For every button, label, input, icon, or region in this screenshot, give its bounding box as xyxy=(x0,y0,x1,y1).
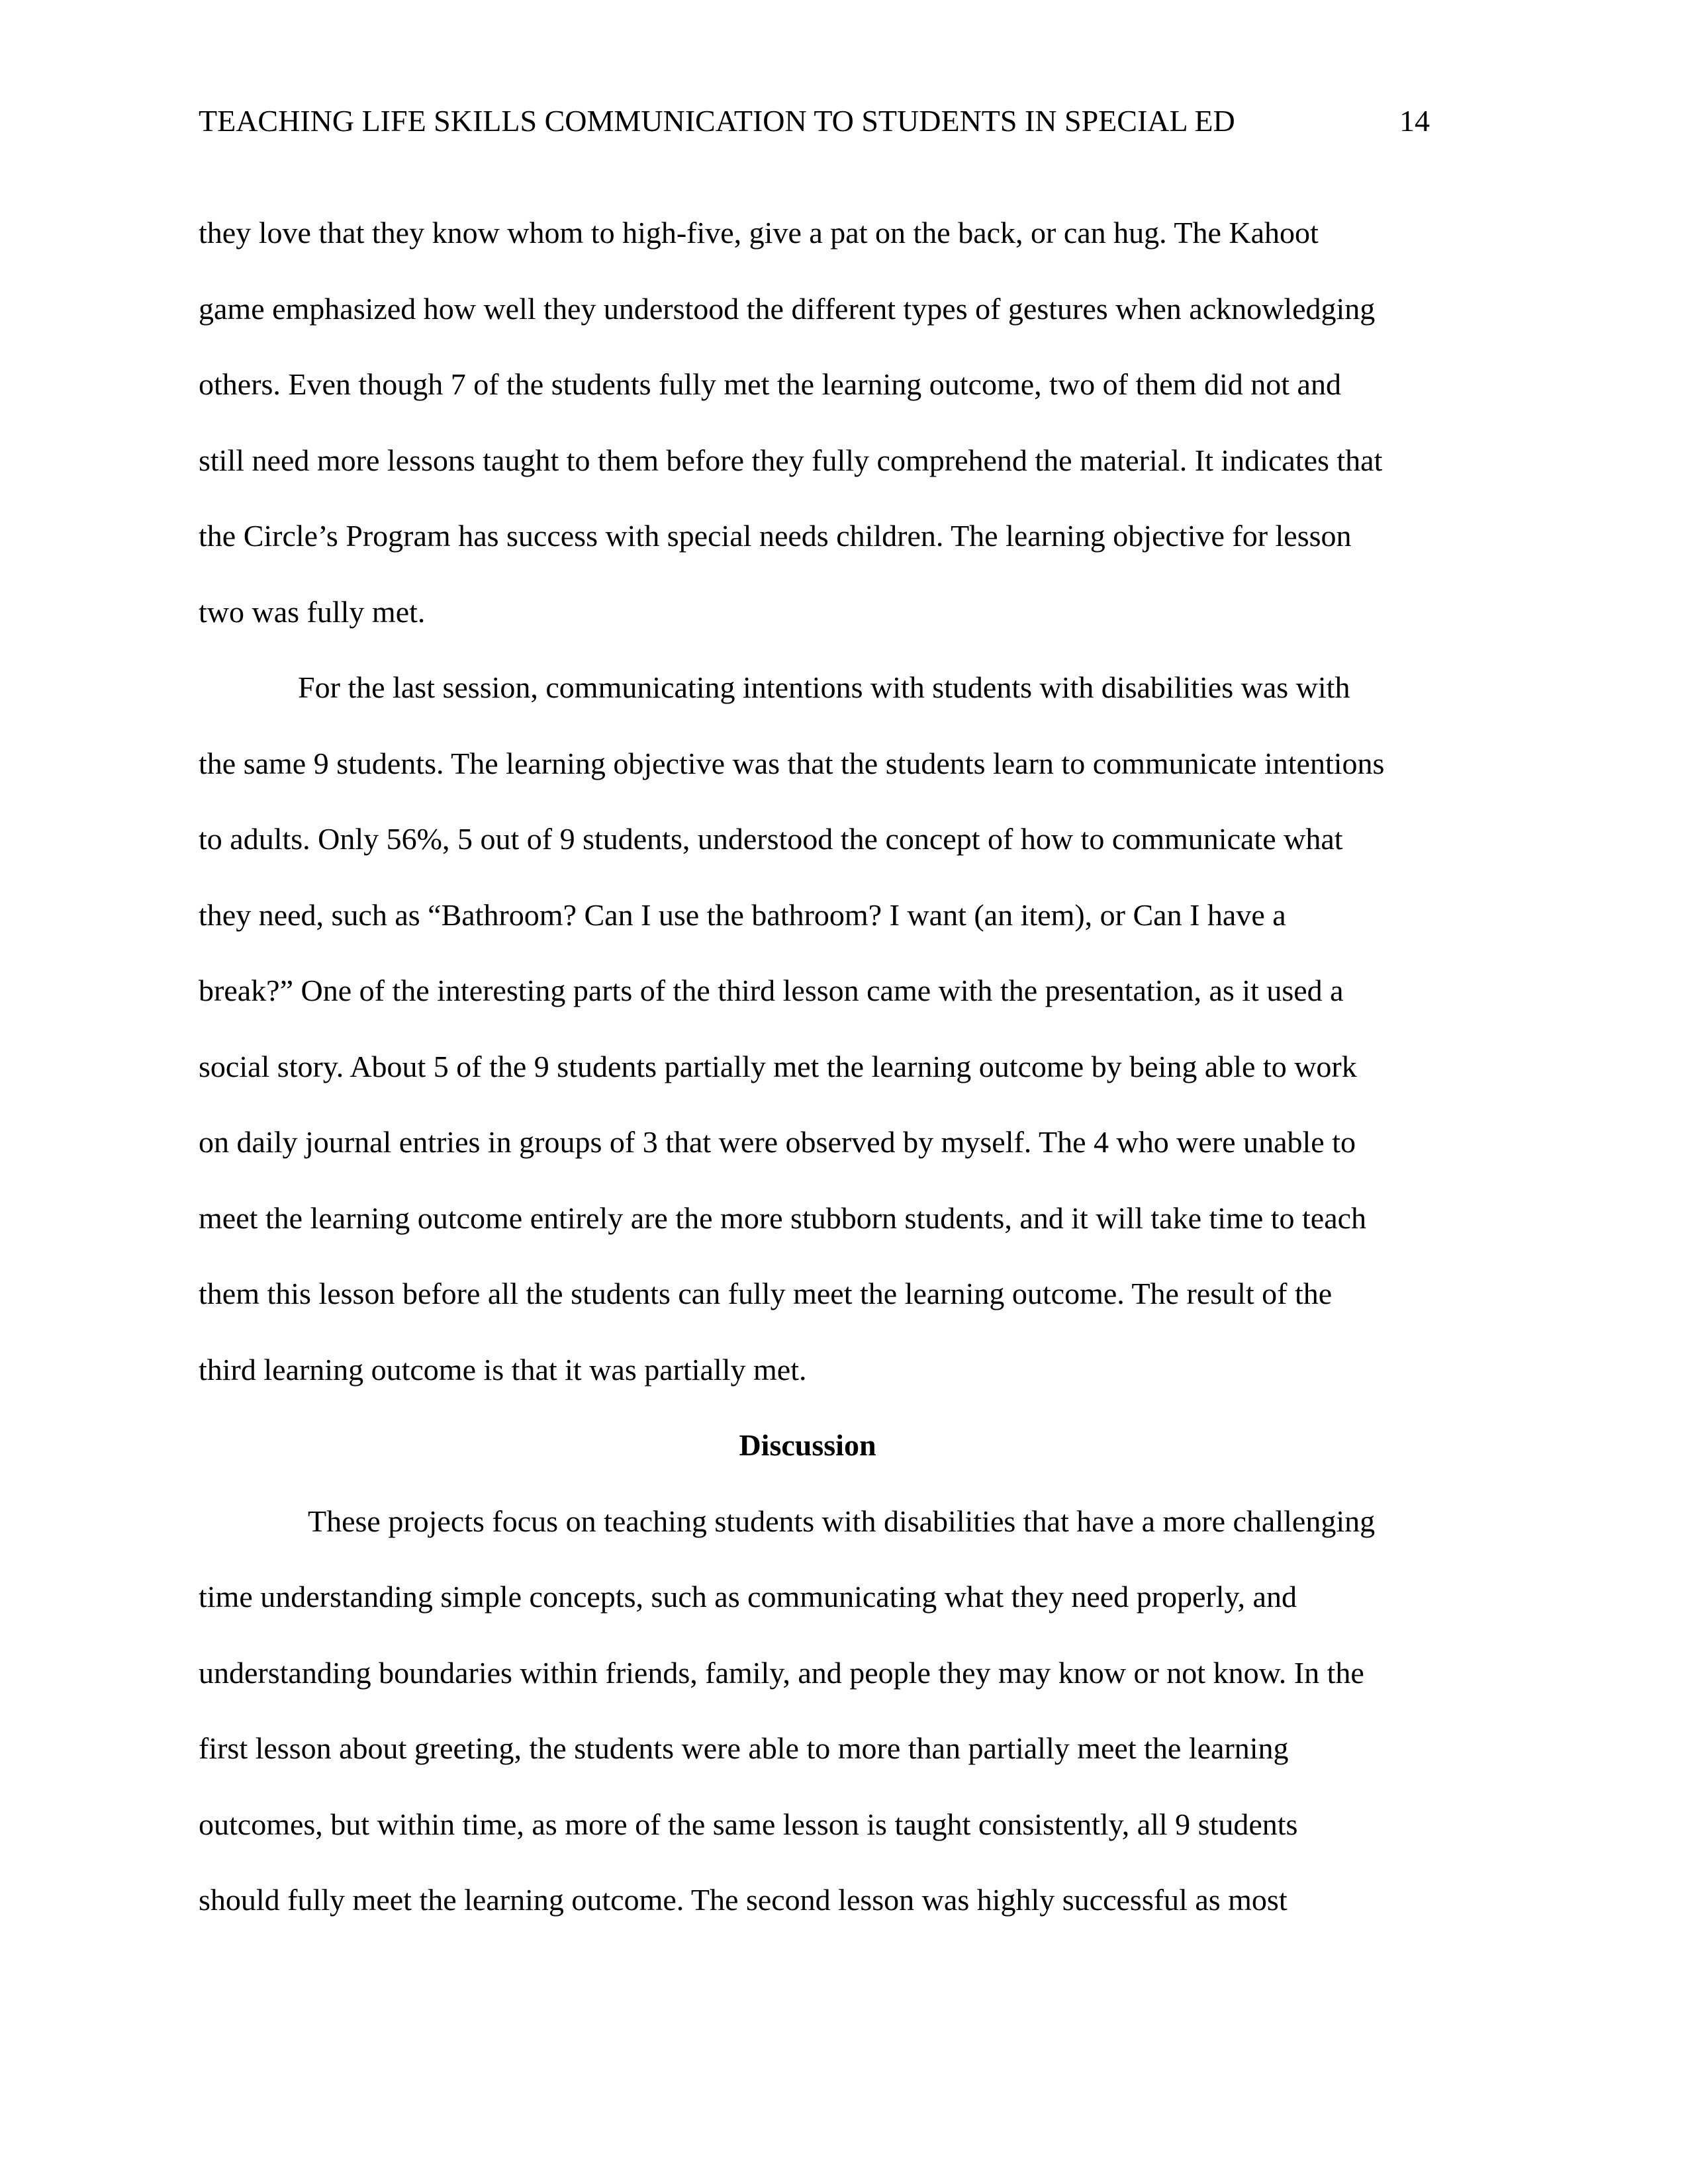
text-line: others. Even though 7 of the students fully met the learning outcome, two of them did not and xyxy=(199,367,1341,401)
text-line: still need more lessons taught to them before they fully comprehend the material. It indicates that xyxy=(199,443,1383,477)
text-line: understanding boundaries within friends, family, and people they may know or not know. In the xyxy=(199,1655,1364,1690)
text-line: time understanding simple concepts, such as communicating what they need properly, and xyxy=(199,1580,1297,1614)
text-line: them this lesson before all the students can fully meet the learning outcome. The result of the xyxy=(199,1277,1333,1310)
text-line: the Circle’s Program has success with special needs children. The learning objective for lesson xyxy=(199,519,1352,553)
running-head-title: TEACHING LIFE SKILLS COMMUNICATION TO STUDENTS IN SPECIAL ED xyxy=(199,104,1235,138)
text-line: the same 9 students. The learning objective was that the students learn to communicate intentions xyxy=(199,746,1385,780)
text-line: break?” One of the interesting parts of the third lesson came with the presentation, as it used a xyxy=(199,974,1344,1007)
text-line-indented: These projects focus on teaching students with disabilities that have a more challenging xyxy=(308,1504,1376,1538)
paragraph-results-lesson-three xyxy=(199,650,1489,1408)
body-text xyxy=(199,195,1489,1938)
text-line: they love that they know whom to high-five, give a pat on the back, or can hug. The Kahoot xyxy=(199,216,1319,250)
text-line: third learning outcome is that it was partially met. xyxy=(199,1352,807,1387)
text-line: game emphasized how well they understood the different types of gestures when acknowledging xyxy=(199,291,1376,326)
text-line: meet the learning outcome entirely are the more stubborn students, and it will take time to teach xyxy=(199,1201,1367,1235)
text-line-indented: For the last session, communicating intentions with students with disabilities was with xyxy=(298,670,1350,704)
text-line: outcomes, but within time, as more of the same lesson is taught consistently, all 9 students xyxy=(199,1807,1298,1841)
paragraph-discussion xyxy=(199,1484,1489,1938)
text-line: they need, such as “Bathroom? Can I use the bathroom? I want (an item), or Can I have a xyxy=(199,897,1286,932)
text-line: social story. About 5 of the 9 students partially met the learning outcome by being able to work xyxy=(199,1049,1357,1083)
text-line: should fully meet the learning outcome. The second lesson was highly successful as most xyxy=(199,1883,1288,1917)
text-line: first lesson about greeting, the students were able to more than partially meet the learning xyxy=(199,1731,1289,1765)
text-line: two was fully met. xyxy=(199,594,426,629)
text-line: on daily journal entries in groups of 3 that were observed by myself. The 4 who were unable to xyxy=(199,1125,1356,1159)
section-heading-discussion: Discussion xyxy=(739,1428,876,1462)
page-number: 14 xyxy=(1399,104,1430,138)
running-head xyxy=(199,98,1443,144)
paragraph-results-lesson-two xyxy=(199,195,1489,650)
text-line: to adults. Only 56%, 5 out of 9 students, understood the concept of how to communicate what xyxy=(199,822,1343,856)
